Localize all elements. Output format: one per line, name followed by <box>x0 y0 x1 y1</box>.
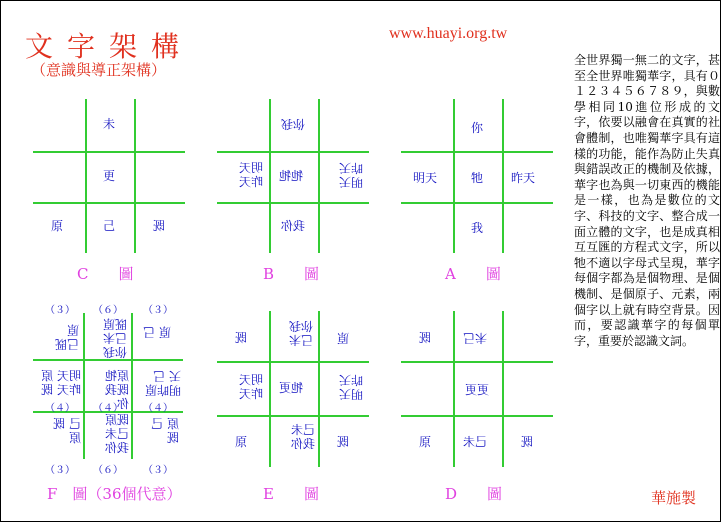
diagram-f-caption: F 圖（36個代意） <box>47 485 182 503</box>
diagram-b-top: 你我 <box>281 117 306 131</box>
page-subtitle: （意識與導正架構） <box>31 61 167 79</box>
diagram-d-center: 更更 <box>465 383 490 397</box>
diagram-e <box>217 311 369 467</box>
diagram-f-count: （３） <box>143 465 173 476</box>
diagram-f-top-right: 原 己 <box>143 325 171 339</box>
diagram-e-top-left: 既 <box>235 331 248 345</box>
diagram-b-center: 牠牠 <box>279 169 304 183</box>
description-text: 全世界獨一無二的文字，甚至全世界唯獨華字，具有０１２３４５６７８９，與數學相同10進位形成的文字，依要以融會在真實的社會體制，也唯獨華字具有這樣的功能，能作為防止失真與錯誤改正的機制及依據，華字也為與一切東西的機能是一樣，也為是數位的文字、科技的文字、整合成一面立體的文字，也是成真相互互匯的方程式文字，所以牠不適以字母式呈現，華字每個字都為是個物理、是個機制、是個原子、元素，兩個字以上就有時空背景。因而，要認識華字的每個單字，重要於認識文詞。 <box>574 53 720 348</box>
diagram-e-caption: E 圖 <box>263 485 319 503</box>
diagram-d-bottom-right: 既 <box>521 435 534 449</box>
website-url[interactable]: www.huayi.org.tw <box>389 25 508 42</box>
diagram-b <box>217 99 369 253</box>
diagram-f-count: （４） <box>45 403 75 414</box>
diagram-c-top: 未 <box>103 117 116 131</box>
diagram-a-right: 昨天 <box>511 171 536 185</box>
diagram-c-bottom-left: 原 <box>51 219 64 233</box>
diagram-c-center: 更 <box>103 169 116 183</box>
diagram-f-count: （３） <box>45 465 75 476</box>
diagram-d-caption: D 圖 <box>445 485 503 503</box>
diagram-d <box>401 311 553 467</box>
diagram-e-top-right: 原 <box>337 331 350 345</box>
diagram-f-mid-right: 明昨原 天 己 <box>144 369 181 397</box>
diagram-f-bottom-left: 己 既原 <box>53 417 81 445</box>
page-title: 文字架構 <box>25 30 194 63</box>
diagram-e-mid-right: 明天 昨天 <box>338 373 363 401</box>
diagram-b-bottom: 我你 <box>281 219 306 233</box>
diagram-b-left: 明天 昨天 <box>238 161 263 189</box>
diagram-f-count: （４） <box>143 403 173 414</box>
diagram-a-left: 明天 <box>413 171 438 185</box>
diagram-a <box>401 99 553 253</box>
diagram-d-bottom-left: 原 <box>419 435 432 449</box>
diagram-c-caption: C 圖 <box>77 265 134 283</box>
diagram-c-bottom-center: 己 <box>103 219 116 233</box>
diagram-f-count: （６） <box>93 305 123 316</box>
diagram-d-top-left: 既 <box>419 331 432 345</box>
diagram-f-bottom-right: 原 己既 <box>151 417 179 445</box>
diagram-f-top-left: 己既 原 <box>54 323 79 351</box>
diagram-f <box>33 313 183 459</box>
diagram-c-bottom-right: 既 <box>153 219 166 233</box>
signature: 華施製 <box>651 489 697 507</box>
diagram-f-top-center: 你我 己未 既原 <box>102 317 127 359</box>
diagram-e-bottom-right: 既 <box>337 435 350 449</box>
diagram-e-bottom-left: 原 <box>235 435 248 449</box>
diagram-a-caption: A 圖 <box>445 265 501 283</box>
diagram-d-bottom-center: 己未 <box>463 435 488 449</box>
diagram-a-top: 你 <box>471 121 484 135</box>
diagram-d-top-center: 未己 <box>463 331 488 345</box>
diagram-b-caption: B 圖 <box>263 265 320 283</box>
diagram-f-mid-center: 原牠 既我 你 <box>104 369 129 411</box>
diagram-f-count: （４） <box>93 403 123 414</box>
diagram-b-right: 明天 昨天 <box>338 161 363 189</box>
diagram-c <box>33 99 185 253</box>
diagram-a-center: 牠 <box>471 171 484 185</box>
diagram-f-count: （６） <box>93 465 123 476</box>
diagram-f-mid-left: 明天 原昨天 既 <box>41 369 81 397</box>
diagram-e-mid-left: 明天 昨天 <box>238 373 263 401</box>
diagram-a-bottom: 我 <box>471 221 484 235</box>
diagram-f-count: （３） <box>45 305 75 316</box>
diagram-e-bottom-center: 己未 我你 <box>290 423 315 451</box>
diagram-e-top-center: 己未 你我 <box>288 319 313 347</box>
diagram-e-mid-center: 牠更 <box>279 381 304 395</box>
diagram-f-bottom-center: 既原 己未 我你 <box>104 413 129 455</box>
diagram-f-count: （３） <box>143 305 173 316</box>
